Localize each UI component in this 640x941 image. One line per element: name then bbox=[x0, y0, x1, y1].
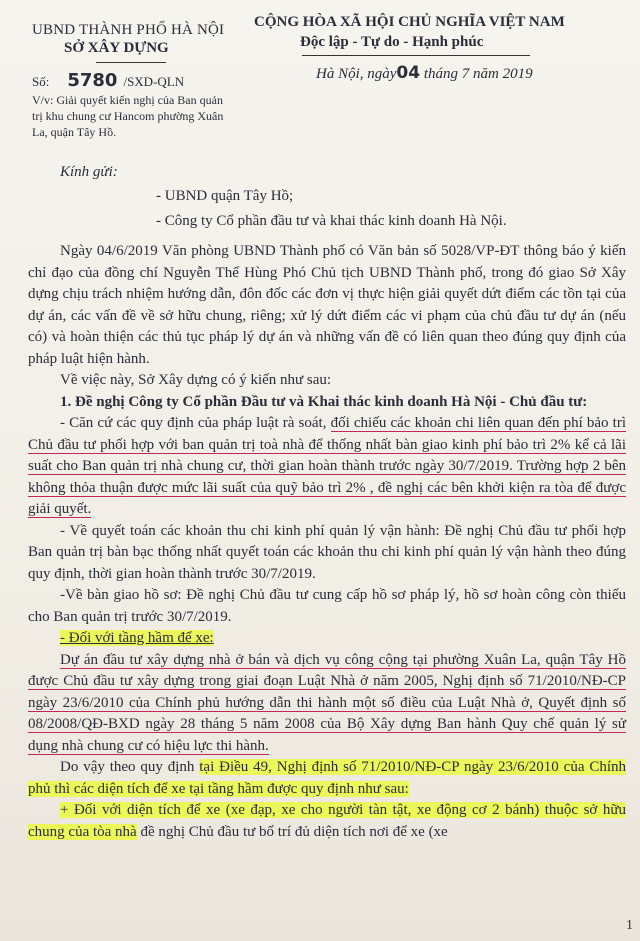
item-e-highlight: tại Điều 49, Nghị định số 71/2010/NĐ-CP ngày 23/6/2010 của Chính phủ thì các diện tích để xe tại tầng hầm được quy định như sau: bbox=[28, 759, 626, 797]
parking-basement-heading: - Đối với tầng hầm để xe: bbox=[60, 630, 214, 646]
recipient-2: - Công ty Cổ phần đầu tư và khai thác kinh doanh Hà Nội. bbox=[156, 213, 507, 229]
item-e-intro: Do vậy theo quy định bbox=[60, 759, 200, 775]
national-motto: Độc lập - Tự do - Hạnh phúc bbox=[300, 34, 484, 50]
date-day: 04 bbox=[396, 63, 421, 83]
recipient-1: - UBND quận Tây Hồ; bbox=[156, 188, 294, 204]
item-a-intro: - Căn cứ các quy định của pháp luật rà soát, bbox=[60, 415, 331, 431]
item-f-text: đề nghị Chủ đầu tư bố trí đủ diện tích nơi để xe (xe bbox=[136, 823, 448, 840]
national-title: CỘNG HÒA XÃ HỘI CHỦ NGHĨA VIỆT NAM bbox=[254, 14, 565, 30]
section-1-item-d-body bbox=[28, 650, 626, 758]
document-number bbox=[32, 70, 184, 91]
header-divider-left bbox=[96, 62, 166, 63]
paragraph-intro: Ngày 04/6/2019 Văn phòng UBND Thành phố có Văn bản số 5028/VP-ĐT thông báo ý kiến chỉ đạo của đồng chí Nguyễn Thế Hùng Phó Chủ tịch UBND Thành phố, trong đó giao Sở Xây dựng chịu trách nhiệm hướng dẫn, đôn đốc các đơn vị thực hiện giải quyết dứt điểm các tồn tại của dự án, các vấn đề về sở hữu chung, riêng; xử lý dứt điểm các vi phạm của chủ đầu tư dự án (nếu có) và hoàn thiện các thủ tục pháp lý dự án và những vấn đề có liên quan theo đúng quy định của pháp luật hiện hành. bbox=[28, 243, 626, 367]
body-text bbox=[28, 241, 626, 843]
page-number: 1 bbox=[626, 918, 633, 933]
section-1-item-a bbox=[28, 413, 626, 521]
issuing-authority: UBND THÀNH PHỐ HÀ NỘI bbox=[32, 22, 225, 38]
section-1-item-c: -Về bàn giao hồ sơ: Đề nghị Chủ đầu tư cung cấp hồ sơ pháp lý, hồ sơ hoàn công còn thiếu cho Ban quản trị trước 30/7/2019. bbox=[28, 587, 626, 625]
section-1-heading: 1. Đề nghị Công ty Cổ phần Đầu tư và Khai thác kinh doanh Hà Nội - Chủ đầu tư: bbox=[60, 393, 588, 410]
section-1-item-f bbox=[28, 800, 626, 843]
document-subject: V/v: Giải quyết kiến nghị của Ban quản trị khu chung cư Hancom phường Xuân La, quận Tây Hồ. bbox=[32, 93, 224, 139]
section-1-item-e bbox=[28, 757, 626, 800]
item-f-highlight: + Đối với diện tích để xe (xe đạp, xe cho người tàn tật, xe động cơ 2 bánh) thuộc sở hữu chung của tòa nhà bbox=[28, 802, 626, 840]
item-a-underlined: đối chiếu các khoản chi liên quan đến phí bảo trì Chủ đầu tư phối hợp với ban quản trị toà nhà để thống nhất bàn giao kinh phí bảo trì 2% kể cả lãi suất cho Ban quản trị nhà chung cư, thời gian hoàn thành trước ngày 30/7/2019. Trường hợp 2 bên không thỏa thuận được mức lãi suất của quỹ bảo trì 2% , đề nghị các bên khởi kiện ra tòa để được giải quyết. bbox=[28, 415, 626, 517]
number-suffix: /SXD-QLN bbox=[123, 74, 185, 89]
header-divider-right bbox=[302, 55, 530, 56]
paragraph-opinion: Về việc này, Sở Xây dựng có ý kiến như sau: bbox=[60, 372, 332, 388]
number-label: Số: bbox=[32, 74, 50, 89]
number-value: 5780 bbox=[67, 70, 118, 91]
issuing-department: SỞ XÂY DỰNG bbox=[64, 40, 169, 56]
greeting: Kính gửi: bbox=[60, 164, 118, 180]
document-date bbox=[316, 63, 533, 83]
date-prefix: Hà Nội, ngày bbox=[316, 66, 397, 82]
section-1-item-b: - Về quyết toán các khoản thu chi kinh phí quản lý vận hành: Đề nghị Chủ đầu tư phối hợp Ban quản trị bàn bạc thống nhất quyết toán các khoản thu chi kinh phí quản lý vận hành theo đúng quy định, thời gian hoàn thành trước 30/7/2019. bbox=[28, 522, 626, 582]
parking-basement-text: Dự án đầu tư xây dựng nhà ở bán và dịch vụ công cộng tại phường Xuân La, quận Tây Hồ được Chủ đầu tư xây dựng trong giai đoạn Luật Nhà ở năm 2005, Nghị định số 71/2010/NĐ-CP ngày 23/6/2010 của Chính phủ hướng dẫn thi hành một số điều của Luật Nhà ở, Quyết định số 08/2008/QĐ-BXD ngày 28 tháng 5 năm 2008 của Bộ Xây dựng Ban hành Quy chế quản lý sử dụng nhà chung cư có hiệu lực thi hành. bbox=[28, 651, 626, 754]
section-1-item-d-heading bbox=[28, 628, 626, 650]
date-suffix: tháng 7 năm 2019 bbox=[423, 66, 533, 82]
